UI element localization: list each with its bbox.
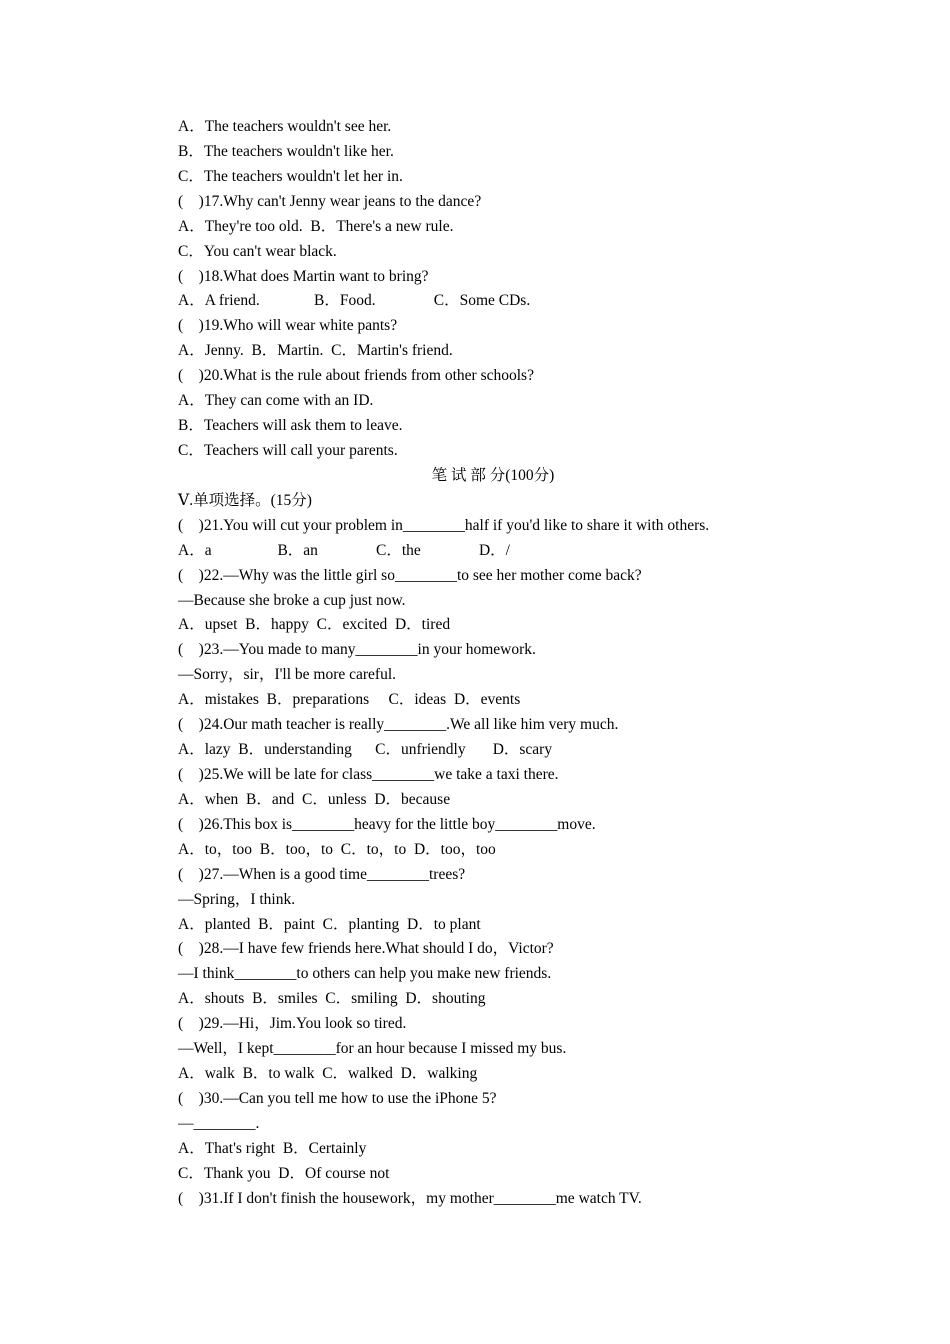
dialogue-line: —Spring，I think. [178, 890, 296, 908]
option-line: A．planted B．paint C．planting D．to plant [178, 915, 481, 933]
option-line: C．Teachers will call your parents. [178, 441, 398, 459]
option-line: A．mistakes B．preparations C．ideas D．events [178, 691, 521, 709]
question-23: ( )23.—You made to many________in your homework. [178, 641, 536, 659]
question-27: ( )27.—When is a good time________trees? [178, 865, 466, 883]
option-line: C．The teachers wouldn't let her in. [178, 167, 403, 185]
question-21: ( )21.You will cut your problem in________half if you'd like to share it with others. [178, 516, 710, 534]
question-22: ( )22.—Why was the little girl so________to see her mother come back? [178, 566, 642, 584]
question-17: ( )17.Why can't Jenny wear jeans to the dance? [178, 192, 482, 210]
option-line: A．to，too B．too，to C．to，to D．too，too [178, 840, 496, 858]
question-19: ( )19.Who will wear white pants? [178, 317, 398, 335]
dialogue-line: —________. [178, 1114, 260, 1132]
dialogue-line: —I think________to others can help you make new friends. [178, 965, 552, 983]
section-heading-written: 笔 试 部 分(100分) [431, 466, 555, 484]
option-line: A．walk B．to walk C．walked D．walking [178, 1065, 478, 1083]
dialogue-line: —Well，I kept________for an hour because I missed my bus. [178, 1040, 567, 1058]
option-line: A．That's right B．Certainly [178, 1139, 367, 1157]
question-26: ( )26.This box is________heavy for the little boy________move. [178, 815, 596, 833]
dialogue-line: —Sorry，sir，I'll be more careful. [178, 666, 397, 684]
document-page [178, 115, 818, 1212]
question-28: ( )28.—I have few friends here.What should I do，Victor? [178, 940, 554, 958]
option-line: A．a B．an C．the D．/ [178, 541, 510, 559]
option-line: A．shouts B．smiles C．smiling D．shouting [178, 990, 486, 1008]
dialogue-line: —Because she broke a cup just now. [178, 591, 406, 609]
question-25: ( )25.We will be late for class________we take a taxi there. [178, 765, 559, 783]
question-20: ( )20.What is the rule about friends from other schools? [178, 367, 534, 385]
option-line: C．Thank you D．Of course not [178, 1164, 390, 1182]
option-line: A．upset B．happy C．excited D．tired [178, 616, 451, 634]
option-line: C．You can't wear black. [178, 242, 337, 260]
option-line: A．Jenny. B．Martin. C．Martin's friend. [178, 342, 453, 360]
option-line: A．They're too old. B．There's a new rule. [178, 217, 454, 235]
option-line: B．Teachers will ask them to leave. [178, 417, 403, 435]
question-29: ( )29.—Hi，Jim.You look so tired. [178, 1015, 407, 1033]
question-31: ( )31.If I don't finish the housework，my mother________me watch TV. [178, 1189, 642, 1207]
option-line: A．lazy B．understanding C．unfriendly D．scary [178, 741, 553, 759]
option-line: A．They can come with an ID. [178, 392, 374, 410]
option-line: B．The teachers wouldn't like her. [178, 142, 394, 160]
question-18: ( )18.What does Martin want to bring? [178, 267, 429, 285]
option-line: A．The teachers wouldn't see her. [178, 118, 392, 135]
section-title-single-choice: Ⅴ.单项选择。(15分) [178, 491, 312, 509]
option-line: A．A friend. B．Food. C．Some CDs. [178, 292, 531, 310]
option-line: A．when B．and C．unless D．because [178, 790, 451, 808]
question-30: ( )30.—Can you tell me how to use the iPhone 5? [178, 1089, 497, 1107]
question-24: ( )24.Our math teacher is really________.We all like him very much. [178, 716, 619, 734]
